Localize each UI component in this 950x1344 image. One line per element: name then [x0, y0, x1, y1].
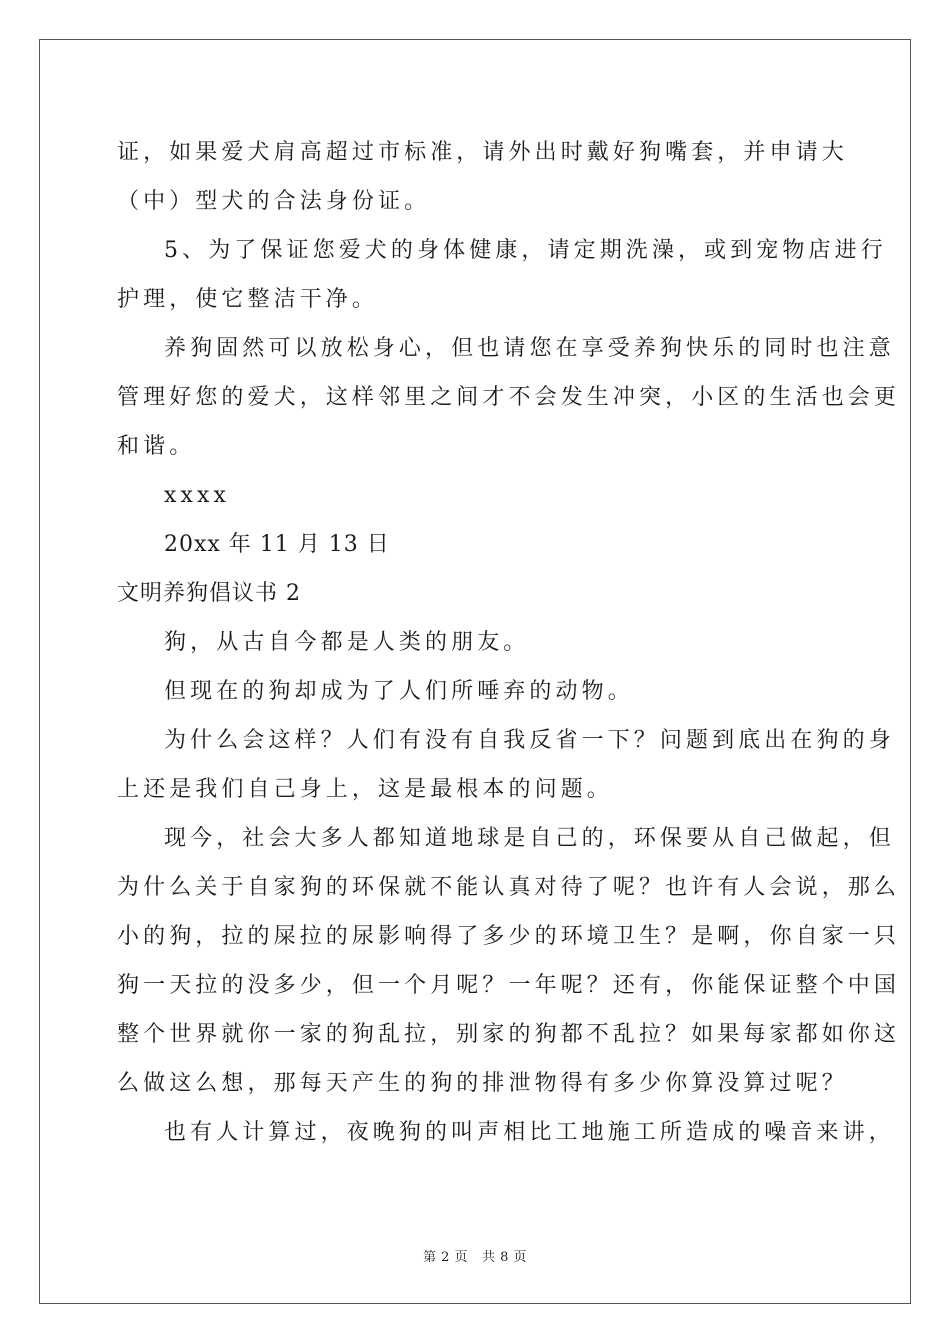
text-line: 护理，使它整洁干净。	[117, 287, 379, 312]
text-line: （中）型犬的合法身份证。	[117, 189, 431, 214]
text-line: 整个世界就你一家的狗乱拉，别家的狗都不乱拉？如果每家都如你这	[117, 1022, 901, 1047]
text-line: 小的狗，拉的屎拉的尿影响得了多少的环境卫生？是啊，你自家一只	[117, 924, 901, 949]
text-line: 狗一天拉的没多少，但一个月呢？一年呢？还有，你能保证整个中国	[117, 973, 901, 998]
text-line: 狗，从古自今都是人类的朋友。	[164, 630, 530, 655]
page-footer	[0, 1246, 950, 1265]
text-line: 但现在的狗却成为了人们所唾弃的动物。	[164, 679, 634, 704]
text-line: 证，如果爱犬肩高超过市标准，请外出时戴好狗嘴套，并申请大	[117, 140, 848, 165]
text-line: 养狗固然可以放松身心，但也请您在享受养狗快乐的同时也注意	[164, 336, 895, 361]
text-line: 也有人计算过，夜晚狗的叫声相比工地施工所造成的噪音来讲，	[164, 1120, 895, 1145]
text-line: 20xx 年 11 月 13 日	[164, 532, 390, 557]
text-line: 为什么会这样？人们有没有自我反省一下？问题到底出在狗的身	[164, 728, 895, 753]
text-line: 为什么关于自家狗的环保就不能认真对待了呢？也许有人会说，那么	[117, 875, 901, 900]
text-line: 么做这么想，那每天产生的狗的排泄物得有多少你算没算过呢？	[117, 1071, 848, 1096]
total-pages-label: 共 8 页	[482, 1250, 528, 1265]
text-line: 5、为了保证您爱犬的身体健康，请定期洗澡，或到宠物店进行	[164, 238, 887, 263]
text-line: 上还是我们自己身上，这是最根本的问题。	[117, 777, 613, 802]
text-line: 管理好您的爱犬，这样邻里之间才不会发生冲突，小区的生活也会更	[117, 385, 901, 410]
current-page-label: 第 2 页	[422, 1250, 468, 1265]
text-line: xxxx	[164, 483, 231, 508]
text-line: 现今，社会大多人都知道地球是自己的，环保要从自己做起，但	[164, 826, 895, 851]
text-line: 和谐。	[117, 434, 196, 459]
document-body	[117, 128, 901, 1157]
text-line: 文明养狗倡议书 2	[117, 581, 301, 606]
